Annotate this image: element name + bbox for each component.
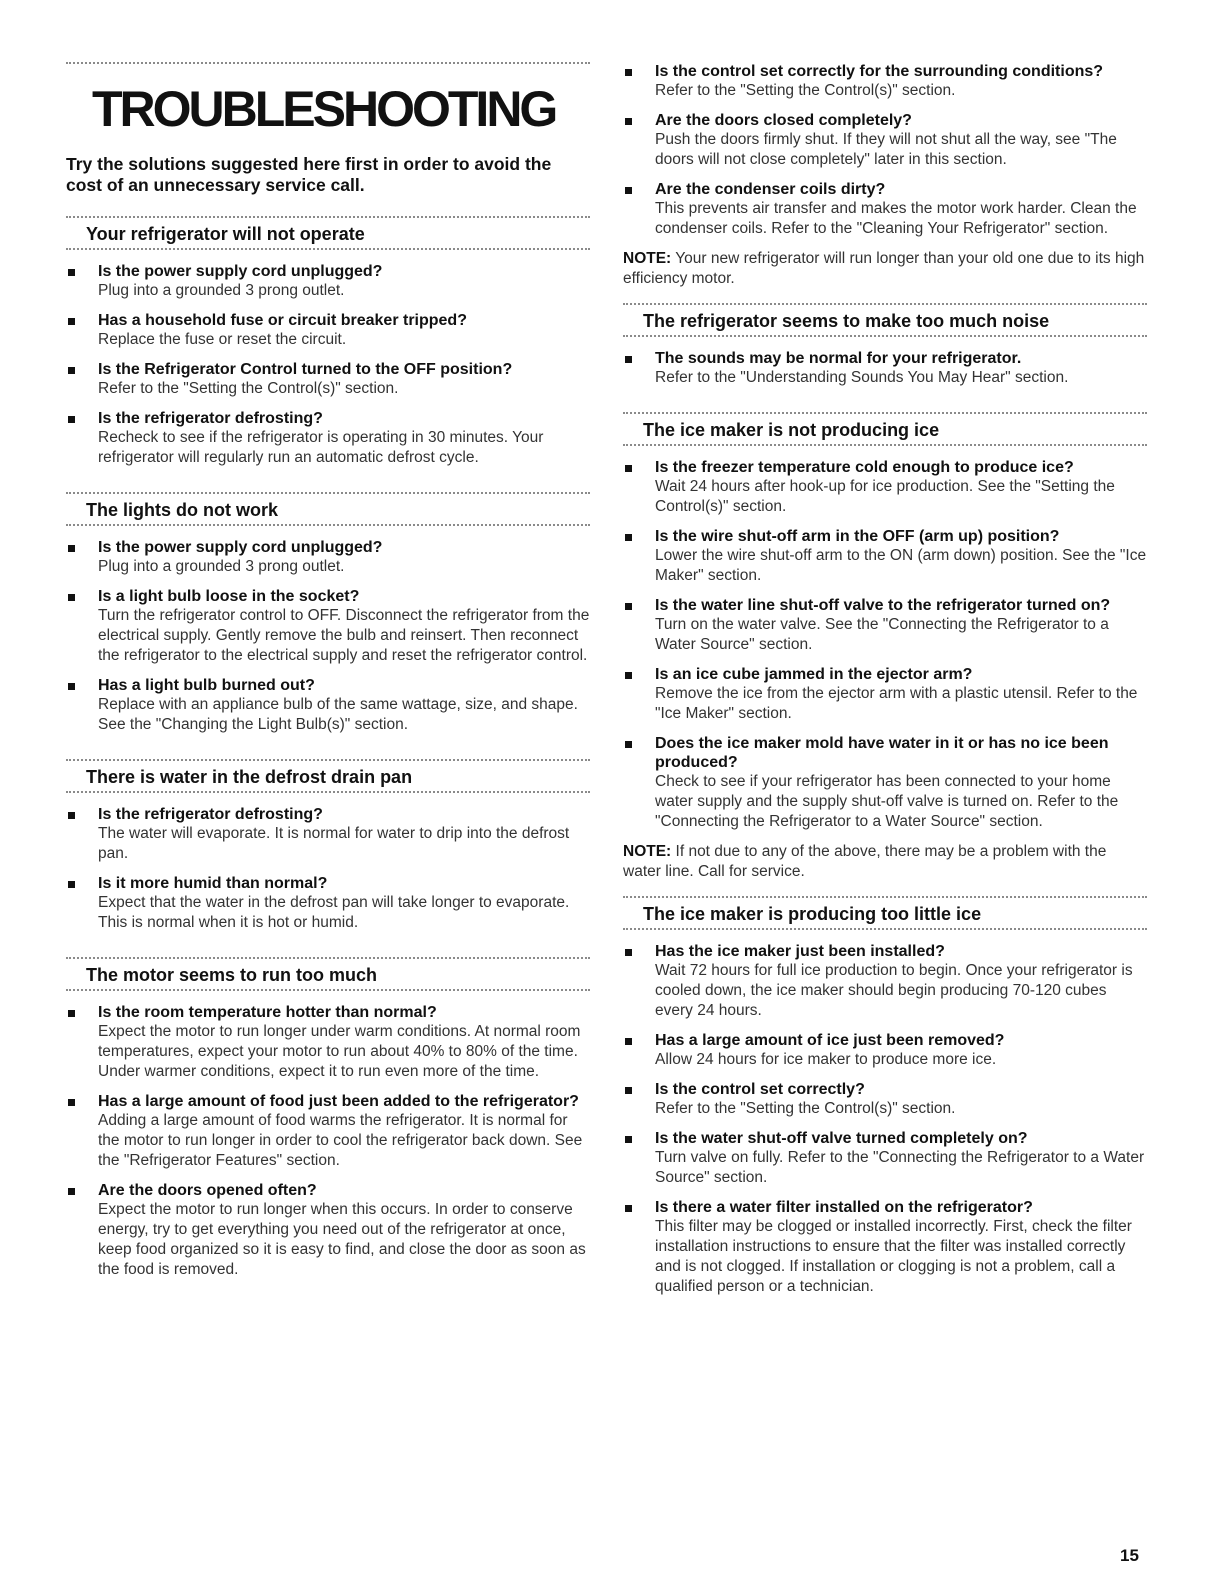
note [623,842,1147,882]
bullet-icon [625,187,632,194]
note [623,249,1147,289]
question-item [623,1129,1147,1188]
bullet-icon [68,269,75,276]
answer-text: This filter may be clogged or installed incorrectly. First, check the filter installation instructions to ensure that the filter was installed correctly and is not clogged. If installation or clogging is not a problem, call a qualified person or a technician. [655,1218,1132,1295]
answer-text: Plug into a grounded 3 prong outlet. [98,558,345,575]
section-heading: The ice maker is not producing ice [643,420,940,440]
question-text: Is there a water filter installed on the refrigerator? [655,1199,1033,1216]
question-text: Is the Refrigerator Control turned to the OFF position? [98,361,513,378]
divider [66,62,590,64]
question-item [66,805,590,864]
question-text: Is the power supply cord unplugged? [98,263,383,280]
question-text: The sounds may be normal for your refrigerator. [655,350,1022,367]
question-item [66,1092,590,1171]
bullet-icon [625,534,632,541]
section-motor-continued [623,62,1147,289]
note-label: NOTE: [623,250,672,267]
divider [623,928,1147,930]
question-item [623,180,1147,239]
question-list [623,62,1147,239]
section-heading: The lights do not work [86,500,278,520]
question-text: Has a large amount of ice just been removed? [655,1032,1005,1049]
answer-text: Refer to the "Setting the Control(s)" section. [655,82,956,99]
section-ice-maker-not-producing [623,412,1147,882]
section-water-in-drain-pan [66,759,590,933]
section-heading: There is water in the defrost drain pan [86,767,413,787]
bullet-icon [68,545,75,552]
answer-text: Adding a large amount of food warms the refrigerator. It is normal for the motor to run longer in order to cool the refrigerator back down. See the "Refrigerator Features" section. [98,1112,583,1169]
note-label: NOTE: [623,843,672,860]
answer-text: Turn the refrigerator control to OFF. Disconnect the refrigerator from the electrical supply. Gently remove the bulb and reinsert. Then reconnect the refrigerator to the electrical supply and reset the refrigerator control. [98,607,590,664]
bullet-icon [625,69,632,76]
answer-text: Lower the wire shut-off arm to the ON (arm down) position. See the "Ice Maker" section. [655,547,1147,584]
question-list [66,262,590,468]
bullet-icon [68,1188,75,1195]
question-list [623,942,1147,1297]
answer-text: Push the doors firmly shut. If they will not shut all the way, see "The doors will not close completely" later in this section. [655,131,1117,168]
bullet-icon [68,594,75,601]
question-list [66,538,590,735]
section-lights-do-not-work [66,492,590,735]
answer-text: Expect the motor to run longer under warm conditions. At normal room temperatures, expect your motor to run about 40% to 80% of the time. Under warmer conditions, expect it to run even more of the time. [98,1023,581,1080]
question-item [623,734,1147,832]
question-item [623,527,1147,586]
question-item [66,676,590,735]
section-heading: The refrigerator seems to make too much noise [643,311,1050,331]
question-item [66,311,590,350]
question-list [623,458,1147,832]
divider [623,335,1147,337]
page-title: TROUBLESHOOTING [92,81,556,137]
question-item [623,1031,1147,1070]
question-item [66,874,590,933]
answer-text: The water will evaporate. It is normal for water to drip into the defrost pan. [98,825,570,862]
divider [66,989,590,991]
question-text: Has a large amount of food just been added to the refrigerator? [98,1093,579,1110]
divider [66,791,590,793]
section-too-much-noise [623,303,1147,388]
bullet-icon [625,465,632,472]
bullet-icon [625,949,632,956]
answer-text: Refer to the "Understanding Sounds You May Hear" section. [655,369,1069,386]
note-text: Your new refrigerator will run longer than your old one due to its high efficiency motor. [623,250,1145,287]
bullet-icon [68,367,75,374]
answer-text: Turn on the water valve. See the "Connecting the Refrigerator to a Water Source" section. [655,616,1109,653]
question-item [66,262,590,301]
question-item [623,349,1147,388]
answer-text: Expect the motor to run longer when this occurs. In order to conserve energy, try to get everything you need out of the refrigerator at once, keep food organized so it is easy to find, and close the door as soon as the food is removed. [98,1201,586,1278]
divider [66,524,590,526]
answer-text: Remove the ice from the ejector arm with a plastic utensil. Refer to the "Ice Maker" section. [655,685,1138,722]
question-item [623,111,1147,170]
bullet-icon [68,683,75,690]
question-item [66,587,590,666]
left-column [66,62,590,1290]
answer-text: Plug into a grounded 3 prong outlet. [98,282,345,299]
section-heading: Your refrigerator will not operate [86,224,365,244]
question-text: Is the room temperature hotter than normal? [98,1004,437,1021]
question-item [623,596,1147,655]
section-motor-runs-too-much [66,957,590,1280]
bullet-icon [68,1099,75,1106]
question-item [623,458,1147,517]
question-text: Are the condenser coils dirty? [655,181,886,198]
question-item [66,360,590,399]
question-item [66,538,590,577]
answer-text: Replace the fuse or reset the circuit. [98,331,347,348]
question-item [66,1181,590,1280]
question-item [623,1080,1147,1119]
bullet-icon [68,1010,75,1017]
question-text: Are the doors opened often? [98,1182,317,1199]
question-text: Is the control set correctly? [655,1081,865,1098]
question-text: Is the refrigerator defrosting? [98,410,323,427]
bullet-icon [625,603,632,610]
question-text: Is the freezer temperature cold enough to produce ice? [655,459,1074,476]
bullet-icon [68,812,75,819]
question-text: Has a light bulb burned out? [98,677,315,694]
answer-text: Replace with an appliance bulb of the same wattage, size, and shape. See the "Changing the Light Bulb(s)" section. [98,696,578,733]
answer-text: Wait 72 hours for full ice production to begin. Once your refrigerator is cooled down, the ice maker should begin producing 70-120 cubes every 24 hours. [655,962,1133,1019]
answer-text: Check to see if your refrigerator has been connected to your home water supply and the supply shut-off valve is turned on. Refer to the "Connecting the Refrigerator to a Water Source" section. [655,773,1119,830]
bullet-icon [625,1205,632,1212]
question-text: Is the refrigerator defrosting? [98,806,323,823]
divider [66,248,590,250]
question-text: Is the water shut-off valve turned completely on? [655,1130,1028,1147]
bullet-icon [625,672,632,679]
question-list [66,805,590,933]
section-ice-maker-too-little [623,896,1147,1297]
answer-text: Refer to the "Setting the Control(s)" section. [655,1100,956,1117]
note-text: If not due to any of the above, there may be a problem with the water line. Call for service. [623,843,1107,880]
question-item [66,409,590,468]
question-text: Has a household fuse or circuit breaker tripped? [98,312,467,329]
question-text: Is a light bulb loose in the socket? [98,588,360,605]
question-item [623,62,1147,101]
question-item [623,665,1147,724]
section-heading: The motor seems to run too much [86,965,378,985]
question-item [66,1003,590,1082]
question-item [623,1198,1147,1297]
question-list [623,349,1147,388]
question-text: Does the ice maker mold have water in it or has no ice been produced? [655,735,1109,771]
bullet-icon [68,416,75,423]
intro-text: Try the solutions suggested here first in order to avoid the cost of an unnecessary service call. [66,154,552,195]
question-text: Are the doors closed completely? [655,112,912,129]
answer-text: Wait 24 hours after hook-up for ice production. See the "Setting the Control(s)" section. [655,478,1115,515]
bullet-icon [68,318,75,325]
right-column [623,62,1147,1307]
question-list [66,1003,590,1280]
question-item [623,942,1147,1021]
question-text: Is it more humid than normal? [98,875,328,892]
answer-text: Recheck to see if the refrigerator is operating in 30 minutes. Your refrigerator will regularly run an automatic defrost cycle. [98,429,544,466]
bullet-icon [625,1087,632,1094]
answer-text: Expect that the water in the defrost pan will take longer to evaporate. This is normal when it is hot or humid. [98,894,570,931]
question-text: Is an ice cube jammed in the ejector arm? [655,666,973,683]
bullet-icon [68,881,75,888]
section-will-not-operate [66,216,590,468]
question-text: Is the power supply cord unplugged? [98,539,383,556]
bullet-icon [625,1038,632,1045]
question-text: Has the ice maker just been installed? [655,943,945,960]
answer-text: This prevents air transfer and makes the motor work harder. Clean the condenser coils. Refer to the "Cleaning Your Refrigerator" section. [655,200,1137,237]
question-text: Is the control set correctly for the surrounding conditions? [655,63,1104,80]
answer-text: Turn valve on fully. Refer to the "Connecting the Refrigerator to a Water Source" section. [655,1149,1145,1186]
section-heading: The ice maker is producing too little ice [643,904,982,924]
bullet-icon [625,118,632,125]
answer-text: Refer to the "Setting the Control(s)" section. [98,380,399,397]
divider [623,444,1147,446]
bullet-icon [625,1136,632,1143]
bullet-icon [625,741,632,748]
question-text: Is the wire shut-off arm in the OFF (arm up) position? [655,528,1060,545]
bullet-icon [625,356,632,363]
answer-text: Allow 24 hours for ice maker to produce more ice. [655,1051,997,1068]
question-text: Is the water line shut-off valve to the refrigerator turned on? [655,597,1111,614]
page-number: 15 [1120,1546,1139,1565]
